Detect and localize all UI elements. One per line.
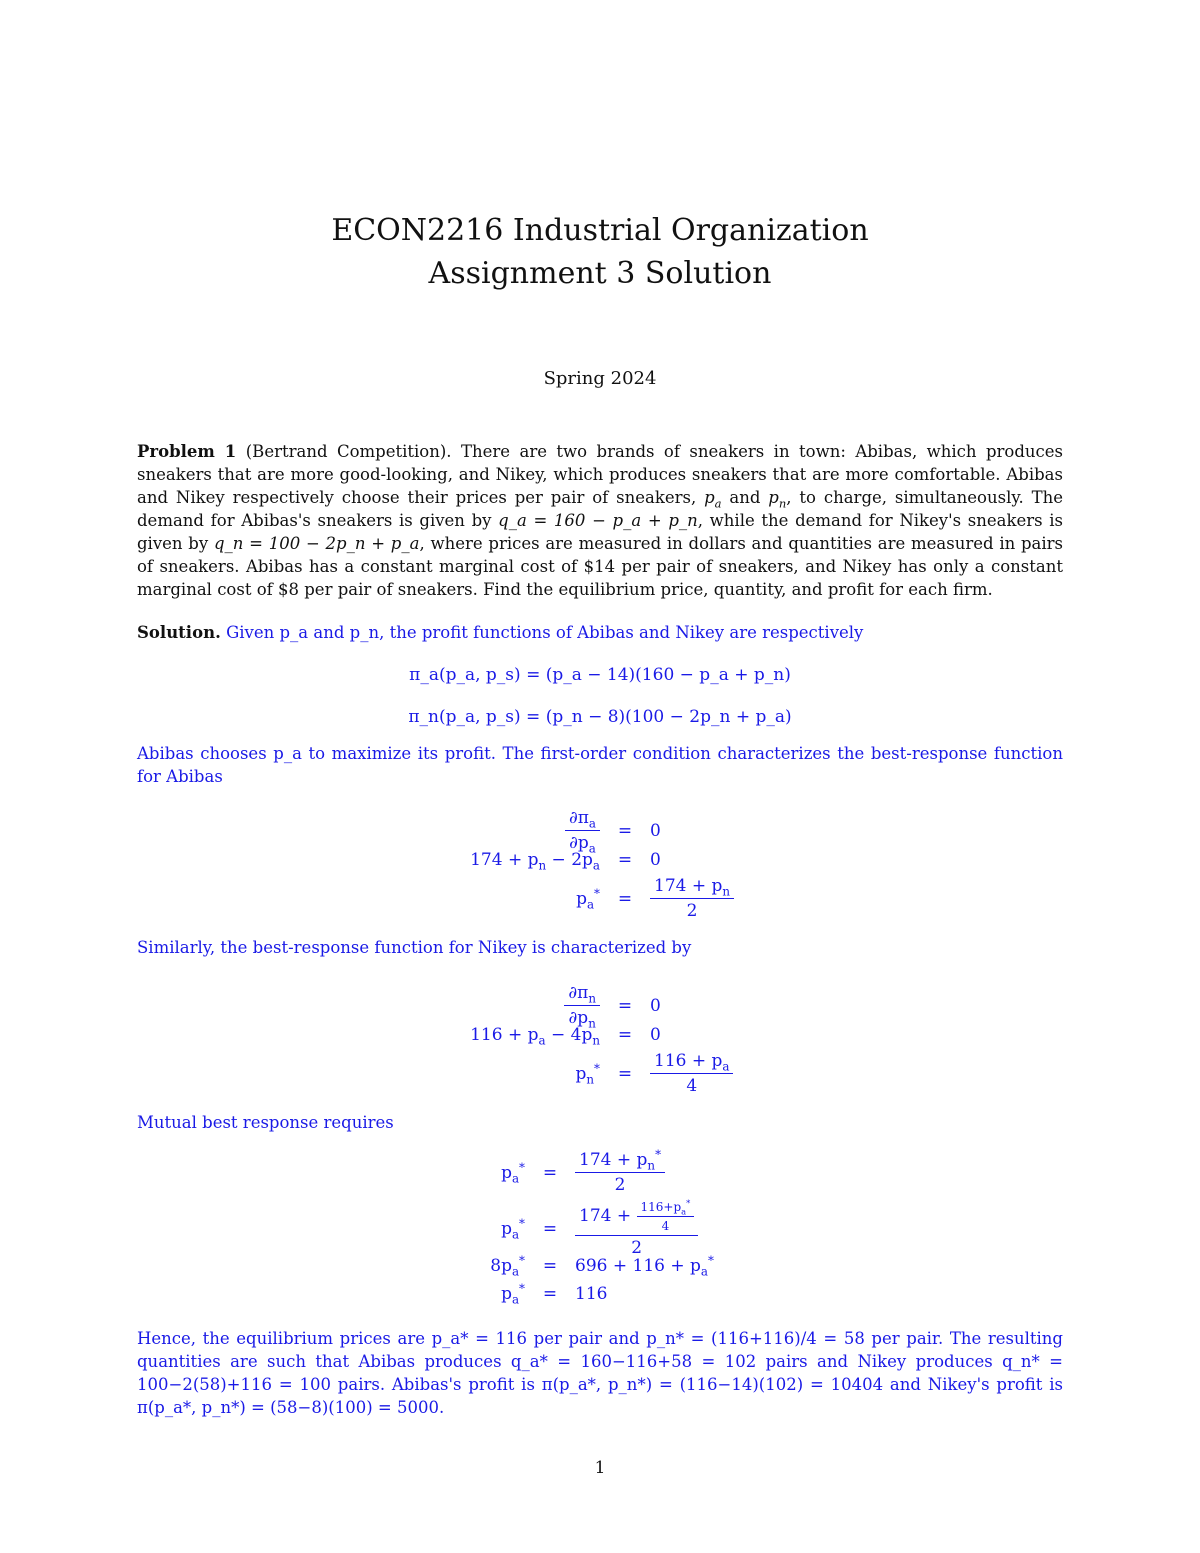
mutual-row-2: $p_a^*$ = 174 + $\frac{116+p_a^*}{4}$ 2	[420, 1200, 698, 1258]
problem-text-d: , where prices are measured in dollars and quantities are measured in pairs of sneakers. Abibas has a constant marginal cost of $14 per pair of sneakers, and Nikey has only a constant marginal cost of $8 per pair of sneakers. Find the equilibrium price, quantity, and profit for each firm.	[137, 534, 1064, 599]
problem-text-b: , to charge, simultaneously. The demand for Abibas's sneakers is given by	[137, 488, 1063, 530]
foc-nikey-row-3: $p_n^*$ = $\frac{116 + p_a}{4}$	[420, 1051, 733, 1096]
demand-abibas: q_a = 160 − p_a + p_n	[498, 511, 698, 530]
problem-text-a: There are two brands of sneakers in town: Abibas, which produces sneakers that are more good-looking, and Nikey, which produces sneakers that are more comfortable. Abibas and Nikey respectively choose their prices per pair of sneakers,	[137, 442, 1064, 507]
solution-intro-text: Given p_a and p_n, the profit functions of Abibas and Nikey are respectively	[226, 623, 864, 642]
foc-text: Abibas chooses p_a to maximize its profit. The first-order condition characterizes the best-response function for Abibas	[137, 744, 1063, 786]
similar-text: Similarly, the best-response function for Nikey is characterized by	[137, 938, 692, 957]
mutual-row-1: $p_a^*$ = $\frac{174 + p_n^*}{2}$	[420, 1150, 665, 1195]
page-number: 1	[594, 1458, 606, 1478]
term-label: Spring 2024	[543, 368, 657, 389]
mutual-text: Mutual best response requires	[137, 1113, 394, 1132]
demand-nikey: q_n = 100 − 2p_n + p_a	[213, 534, 420, 553]
document-subtitle: Assignment 3 Solution	[428, 256, 772, 291]
foc-abibas-row-2: $174 + p_n - 2p_a$ = 0	[470, 850, 661, 873]
foc-nikey-row-1: $\frac{\partial\pi_n}{\partial p_n}$ = 0	[420, 983, 661, 1028]
foc-nikey-row-2: $116 + p_a - 4p_n$ = 0	[470, 1025, 661, 1048]
conclusion-text: Hence, the equilibrium prices are p_a* = 116 per pair and p_n* = (116+116)/4 = 58 per pair. The resulting quantities are such that Abibas produces q_a* = 160−116+58 = 102 pairs and Nikey produces q_n* = 100−2(58)+116 = 100 pairs. Abibas's profit is π(p_a*, p_n*) = (116−14)(102) = 10404 and Nikey's profit is π(p_a*, p_n*) = (58−8)(100) = 5000.	[137, 1329, 1063, 1417]
document-title: ECON2216 Industrial Organization	[331, 213, 869, 248]
mutual-row-4: $p_a^*$ = 116	[501, 1281, 608, 1307]
profit-function-nikey: π_n(p_a, p_s) = (p_n − 8)(100 − 2p_n + p_a)	[408, 707, 792, 727]
problem-topic: (Bertrand Competition).	[245, 442, 452, 461]
foc-abibas-row-3: $p_a^*$ = $\frac{174 + p_n}{2}$	[420, 876, 734, 921]
mutual-row-3: $8p_a^*$ = $696 + 116 + p_a^*$	[490, 1253, 714, 1279]
solution-label: Solution.	[137, 623, 221, 642]
problem-label: Problem 1	[137, 442, 237, 461]
foc-abibas-row-1: $\frac{\partial\pi_a}{\partial p_a}$ = 0	[420, 808, 661, 853]
problem-text-c: , while the demand for Nikey's sneakers is given by	[137, 511, 1063, 553]
problem-statement: Problem 1 (Bertrand Competition). There are two brands of sneakers in town: Abibas, which produces sneakers that are more good-looking, and Nikey, which produces sneakers that are more comfortable. Abibas and Nikey respectively choose their prices per pair of sneakers, $p_a$ and $p_n$, to charge, simultaneously. The demand for Abibas's sneakers is given by q_a = 160 − p_a + p_n, while the demand for Nikey's sneakers is given by q_n = 100 − 2p_n + p_a, where prices are measured in dollars and quantities are measured in pairs of sneakers. Abibas has a constant marginal cost of $14 per pair of sneakers, and Nikey has only a constant marginal cost of $8 per pair of sneakers. Find the equilibrium price, quantity, and profit for each firm.	[137, 442, 1064, 599]
solution-intro	[137, 621, 1063, 644]
profit-function-abibas: π_a(p_a, p_s) = (p_a − 14)(160 − p_a + p_n)	[409, 665, 791, 685]
problem-and: and	[721, 488, 769, 507]
